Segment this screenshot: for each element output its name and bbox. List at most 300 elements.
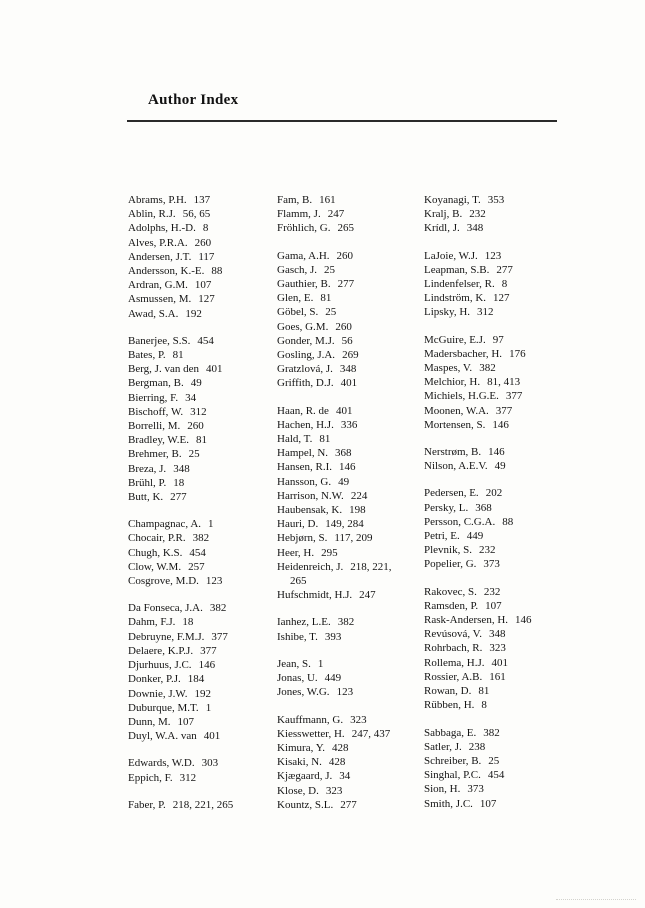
page-numbers: 107 [177, 715, 194, 728]
page-numbers: 88 [211, 265, 223, 278]
index-entry [277, 207, 427, 221]
author-name: Alves, P.R.A. [128, 236, 188, 249]
author-name: Donker, P.J. [128, 673, 181, 686]
author-name: Hansson, G. [277, 475, 332, 488]
index-entry [277, 657, 427, 671]
index-entry [424, 221, 589, 235]
author-name: Petri, E. [424, 530, 460, 543]
page-numbers: 127 [493, 292, 510, 305]
page-numbers: 323 [489, 642, 506, 655]
author-name: Bergman, B. [128, 377, 184, 390]
index-entry [424, 486, 589, 500]
index-entry [277, 432, 427, 446]
page-numbers: 8 [501, 278, 508, 291]
index-group [128, 798, 278, 812]
author-name: Adolphs, H.-D. [128, 222, 196, 235]
author-name: Haan, R. de [277, 404, 329, 417]
page-numbers: 224 [350, 489, 368, 502]
index-entry [277, 546, 427, 560]
index-entry [277, 348, 427, 362]
author-name: Brühl, P. [128, 476, 167, 489]
page-numbers: 1 [205, 701, 212, 714]
index-entry [128, 250, 278, 264]
author-name: Plevnik, S. [424, 544, 472, 557]
author-name: Ardran, G.M. [128, 279, 188, 292]
page-numbers: 34 [185, 391, 197, 404]
index-entry [128, 560, 278, 574]
page-numbers: 18 [182, 616, 194, 629]
index-entry [277, 489, 427, 503]
page-numbers: 117, 209 [334, 532, 373, 545]
page-numbers: 97 [492, 333, 504, 346]
page-numbers: 260 [194, 236, 212, 249]
index-entry [128, 715, 278, 729]
author-name: Sion, H. [424, 783, 461, 796]
author-name: Haubensak, K. [277, 504, 343, 517]
index-group [128, 193, 278, 321]
page-numbers: 49 [494, 460, 506, 473]
index-entry [128, 236, 278, 250]
index-entry [128, 476, 278, 490]
author-name: Duyl, W.A. van [128, 730, 197, 743]
author-name: Heidenreich, J. [277, 560, 344, 573]
author-name: Hampel, N. [277, 447, 329, 460]
index-entry [128, 348, 278, 362]
page-numbers: 146 [339, 461, 356, 474]
page-numbers: 25 [188, 448, 200, 461]
index-entry [424, 684, 589, 698]
index-entry [128, 701, 278, 715]
index-group [128, 517, 278, 588]
author-name: Borrelli, M. [128, 420, 181, 433]
author-name: Abrams, P.H. [128, 194, 187, 206]
author-name: Madersbacher, H. [424, 347, 503, 360]
page-numbers: 192 [194, 687, 211, 700]
index-entry [424, 459, 589, 473]
author-name: Brehmer, B. [128, 448, 182, 461]
page-numbers: 107 [194, 279, 212, 292]
author-name: Kauffmann, G. [277, 713, 344, 726]
author-name: Hufschmidt, H.J. [277, 589, 353, 602]
page-numbers: 454 [189, 546, 206, 559]
index-entry [424, 768, 589, 782]
page-numbers: 454 [197, 334, 214, 347]
index-entry [277, 334, 427, 348]
index-entry [128, 307, 278, 321]
header-rule [127, 120, 557, 122]
author-name: Faber, P. [128, 798, 166, 811]
page-numbers: 393 [324, 630, 342, 643]
author-name: Ramsden, P. [424, 599, 479, 612]
index-entry [128, 391, 278, 405]
author-name: Clow, W.M. [128, 560, 182, 573]
page-numbers: 1 [208, 518, 214, 531]
index-entry [277, 798, 427, 812]
author-name: Chocair, P.R. [128, 532, 186, 545]
page-numbers: 25 [488, 754, 500, 767]
index-entry [128, 658, 278, 672]
index-entry [424, 670, 589, 684]
index-entry [128, 630, 278, 644]
index-entry [128, 433, 278, 447]
author-name: Persson, C.G.A. [424, 515, 496, 528]
page-numbers: 303 [201, 757, 219, 770]
page-numbers: 81 [196, 434, 207, 447]
author-name: Downie, J.W. [128, 687, 188, 700]
index-group [128, 601, 278, 743]
index-entry [424, 557, 589, 571]
index-column-2 [277, 193, 427, 825]
index-entry [277, 671, 427, 685]
index-group [424, 333, 589, 432]
author-name: Ishibe, T. [277, 630, 318, 643]
index-entry [128, 447, 278, 461]
index-entry [128, 531, 278, 545]
page-numbers: 123 [484, 249, 502, 262]
index-entry [128, 672, 278, 686]
page-numbers: 81 [319, 433, 331, 446]
index-column-3 [424, 193, 589, 824]
author-name: Andersen, J.T. [128, 250, 192, 263]
page-numbers: 192 [185, 307, 202, 320]
page-numbers: 117 [198, 250, 215, 263]
index-entry [128, 462, 278, 476]
author-name: Kountz, S.L. [277, 798, 334, 811]
page-numbers: 368 [335, 447, 352, 460]
index-group [277, 193, 427, 236]
index-entry [277, 588, 427, 602]
page-numbers: 277 [340, 798, 357, 811]
author-name: Bradley, W.E. [128, 434, 189, 447]
page-numbers: 161 [319, 194, 336, 206]
author-name: Rowan, D. [424, 685, 472, 698]
page-numbers: 184 [187, 673, 205, 686]
index-entry [424, 797, 589, 811]
page-numbers: 56 [341, 334, 353, 347]
index-entry [128, 264, 278, 278]
index-entry [277, 560, 427, 574]
index-entry [128, 490, 278, 504]
page-numbers: 269 [342, 349, 359, 362]
author-name: Hansen, R.I. [277, 461, 332, 474]
index-entry [424, 599, 589, 613]
index-entry [128, 517, 278, 531]
index-entry [277, 475, 427, 489]
author-name: Rask-Andersen, H. [424, 614, 509, 627]
page-numbers: 348 [466, 222, 484, 235]
index-entry [277, 741, 427, 755]
page-numbers: 312 [477, 306, 494, 319]
index-entry [128, 644, 278, 658]
author-name: Hebjørn, S. [277, 532, 328, 545]
index-entry [277, 685, 427, 699]
page-numbers: 146 [488, 446, 505, 459]
index-entry [424, 501, 589, 515]
page-numbers: 107 [479, 797, 497, 810]
page-numbers: 312 [190, 405, 207, 418]
index-entry [424, 418, 589, 432]
index-entry [128, 687, 278, 701]
author-name: Mortensen, S. [424, 418, 486, 431]
page-numbers: 137 [193, 194, 211, 206]
index-entry [424, 543, 589, 557]
index-group [277, 657, 427, 700]
index-entry [277, 362, 427, 376]
author-name: Gauthier, B. [277, 278, 331, 291]
index-entry [424, 389, 589, 403]
page-numbers: 428 [331, 741, 349, 754]
author-name: Revúsová, V. [424, 628, 482, 641]
page-numbers: 247 [327, 208, 345, 221]
author-name: Pedersen, E. [424, 487, 479, 500]
author-name: Popelier, G. [424, 558, 477, 571]
index-entry [277, 630, 427, 644]
page-numbers: 428 [328, 756, 346, 769]
page-numbers: 348 [339, 363, 357, 376]
author-name: Ablin, R.J. [128, 208, 176, 221]
index-entry [277, 418, 427, 432]
author-name: Debruyne, F.M.J. [128, 630, 205, 643]
author-name: Bierring, F. [128, 391, 179, 404]
page-numbers: 454 [487, 769, 505, 782]
index-group [424, 445, 589, 473]
page-numbers: 8 [481, 699, 487, 712]
index-entry [277, 263, 427, 277]
index-entry [424, 361, 589, 375]
page-numbers: 161 [489, 670, 506, 683]
author-name: Gosling, J.A. [277, 349, 336, 362]
author-name: Nerstrøm, B. [424, 446, 482, 459]
author-name: Kralj, B. [424, 208, 463, 221]
author-name: Krídl, J. [424, 222, 460, 235]
author-name: Kjægaard, J. [277, 770, 333, 783]
page-numbers: 146 [515, 614, 532, 627]
index-entry [128, 292, 278, 306]
page-numbers: 373 [483, 558, 500, 571]
page-numbers: 146 [198, 659, 216, 672]
page-numbers: 257 [188, 560, 205, 573]
index-entry [424, 333, 589, 347]
index-entry [424, 726, 589, 740]
index-entry [128, 193, 278, 207]
index-entry [277, 376, 427, 390]
page-numbers: 146 [492, 418, 509, 431]
author-name: Ianhez, L.E. [277, 616, 331, 629]
index-entry [128, 362, 278, 376]
index-entry [128, 334, 278, 348]
index-entry [128, 574, 278, 588]
author-name: Gratzlová, J. [277, 363, 333, 376]
index-entry [424, 207, 589, 221]
index-entry [424, 277, 589, 291]
page-numbers: 260 [187, 420, 204, 433]
page-numbers: 49 [190, 377, 202, 390]
index-group [277, 713, 427, 812]
author-name: Cosgrove, M.D. [128, 575, 199, 588]
author-name: Griffith, D.J. [277, 377, 334, 390]
page-numbers: 401 [491, 656, 508, 669]
index-entry [424, 585, 589, 599]
page-numbers: 449 [466, 530, 484, 543]
index-entry [128, 405, 278, 419]
author-name: Andersson, K.-E. [128, 265, 205, 278]
author-name: Jones, W.G. [277, 686, 330, 699]
index-column-1 [128, 193, 278, 825]
page-numbers: 260 [335, 320, 352, 333]
page-numbers: 382 [479, 362, 496, 375]
page-numbers: 34 [339, 770, 351, 783]
page-numbers: 49 [338, 475, 350, 488]
author-name: Glen, E. [277, 292, 314, 305]
page-numbers: 149, 284 [325, 518, 364, 531]
page-numbers: 277 [337, 278, 355, 291]
author-name: Rossier, A.B. [424, 670, 483, 683]
index-entry [424, 656, 589, 670]
index-entry [424, 291, 589, 305]
index-entry [277, 727, 427, 741]
index-entry [277, 193, 427, 207]
page-numbers: 127 [198, 293, 215, 306]
author-name: Kimura, Y. [277, 741, 325, 754]
index-group [424, 726, 589, 811]
author-name: Kiesswetter, H. [277, 727, 345, 740]
author-name: McGuire, E.J. [424, 333, 486, 346]
index-entry [128, 756, 278, 770]
page-numbers: 232 [469, 208, 486, 221]
author-name: Breza, J. [128, 462, 167, 475]
page-numbers: 377 [495, 404, 513, 417]
index-entry [277, 713, 427, 727]
page-numbers: 323 [325, 784, 343, 797]
index-entry [424, 404, 589, 418]
page-numbers: 401 [203, 730, 221, 743]
author-name: Lindström, K. [424, 292, 487, 305]
author-name: Maspes, V. [424, 362, 473, 375]
author-name: Michiels, H.G.E. [424, 390, 499, 403]
author-name: Schreiber, B. [424, 754, 482, 767]
author-name: Moonen, W.A. [424, 404, 489, 417]
author-name: Melchior, H. [424, 376, 481, 389]
page-numbers: 247, 437 [351, 727, 391, 740]
page-numbers: 56, 65 [182, 208, 211, 221]
page-numbers: 81 [172, 349, 184, 362]
page-numbers: 81 [320, 292, 332, 305]
page-numbers: 8 [202, 222, 209, 235]
author-name: Klose, D. [277, 784, 319, 797]
page-numbers: 382 [192, 532, 210, 545]
author-name: Fam, B. [277, 194, 313, 206]
author-name: Gonder, M.J. [277, 334, 335, 347]
page-numbers: 449 [324, 672, 342, 685]
page-numbers: 401 [335, 404, 353, 417]
page-numbers: 377 [505, 390, 523, 403]
page-numbers: 238 [468, 740, 486, 753]
author-name: Jean, S. [277, 657, 311, 670]
page-numbers: 401 [340, 377, 358, 390]
page-numbers: 198 [349, 504, 366, 517]
author-name: Duburque, M.T. [128, 701, 199, 714]
index-group [424, 193, 589, 236]
index-entry [128, 278, 278, 292]
author-name: Hauri, D. [277, 518, 319, 531]
index-group [277, 615, 427, 643]
author-name: Bischoff, W. [128, 405, 184, 418]
index-entry [424, 249, 589, 263]
page-numbers: 382 [209, 602, 227, 615]
page-numbers-continuation: 265 [290, 575, 307, 588]
author-name: Gasch, J. [277, 263, 318, 276]
page-numbers: 373 [467, 783, 484, 796]
author-name: Champagnac, A. [128, 518, 202, 531]
author-name: Fröhlich, G. [277, 222, 331, 235]
author-name: Dunn, M. [128, 715, 171, 728]
index-entry [277, 291, 427, 305]
page-numbers: 277 [496, 263, 513, 276]
author-name: Flamm, J. [277, 208, 321, 221]
page-numbers: 312 [179, 771, 197, 784]
author-name: Djurhuus, J.C. [128, 659, 192, 672]
page-numbers: 88 [502, 515, 514, 528]
index-entry [424, 613, 589, 627]
author-name: Goes, G.M. [277, 320, 329, 333]
page-numbers: 1 [317, 657, 324, 670]
author-name: Persky, L. [424, 501, 469, 514]
author-name: Bates, P. [128, 349, 166, 362]
page-numbers: 218, 221, 265 [172, 798, 234, 811]
author-name: Asmussen, M. [128, 293, 192, 306]
page-numbers: 336 [340, 418, 358, 431]
index-entry [277, 531, 427, 545]
index-entry [277, 221, 427, 235]
page-numbers: 323 [350, 713, 367, 726]
author-name: Heer, H. [277, 546, 315, 559]
index-entry [424, 641, 589, 655]
index-entry [128, 601, 278, 615]
author-name: Harrison, N.W. [277, 489, 344, 502]
index-entry [128, 798, 278, 812]
index-entry [128, 546, 278, 560]
author-name: Dahm, F.J. [128, 616, 176, 629]
page-numbers: 348 [173, 462, 190, 475]
author-name: Edwards, W.D. [128, 757, 195, 770]
index-entry [128, 221, 278, 235]
page-numbers: 377 [200, 644, 217, 657]
author-name: Sabbaga, E. [424, 726, 477, 739]
index-entry [128, 419, 278, 433]
page-numbers: 348 [488, 628, 506, 641]
index-entry [277, 755, 427, 769]
index-entry [424, 515, 589, 529]
page-numbers: 368 [475, 501, 492, 514]
author-name: Banerjee, S.S. [128, 334, 191, 347]
page-numbers: 18 [173, 476, 185, 489]
page-numbers: 382 [337, 616, 355, 629]
index-entry [424, 740, 589, 754]
index-entry [277, 615, 427, 629]
author-name: Kisaki, N. [277, 756, 322, 769]
index-group [277, 404, 427, 603]
author-name: Koyanagi, T. [424, 194, 481, 206]
author-name: Rakovec, S. [424, 585, 477, 598]
index-entry [277, 320, 427, 334]
author-name: Satler, J. [424, 740, 462, 753]
author-name: Leapman, S.B. [424, 263, 490, 276]
author-name: Göbel, S. [277, 306, 319, 319]
index-entry [277, 769, 427, 783]
index-entry [424, 305, 589, 319]
author-name: Hachen, H.J. [277, 418, 334, 431]
author-name: Jonas, U. [277, 672, 318, 685]
